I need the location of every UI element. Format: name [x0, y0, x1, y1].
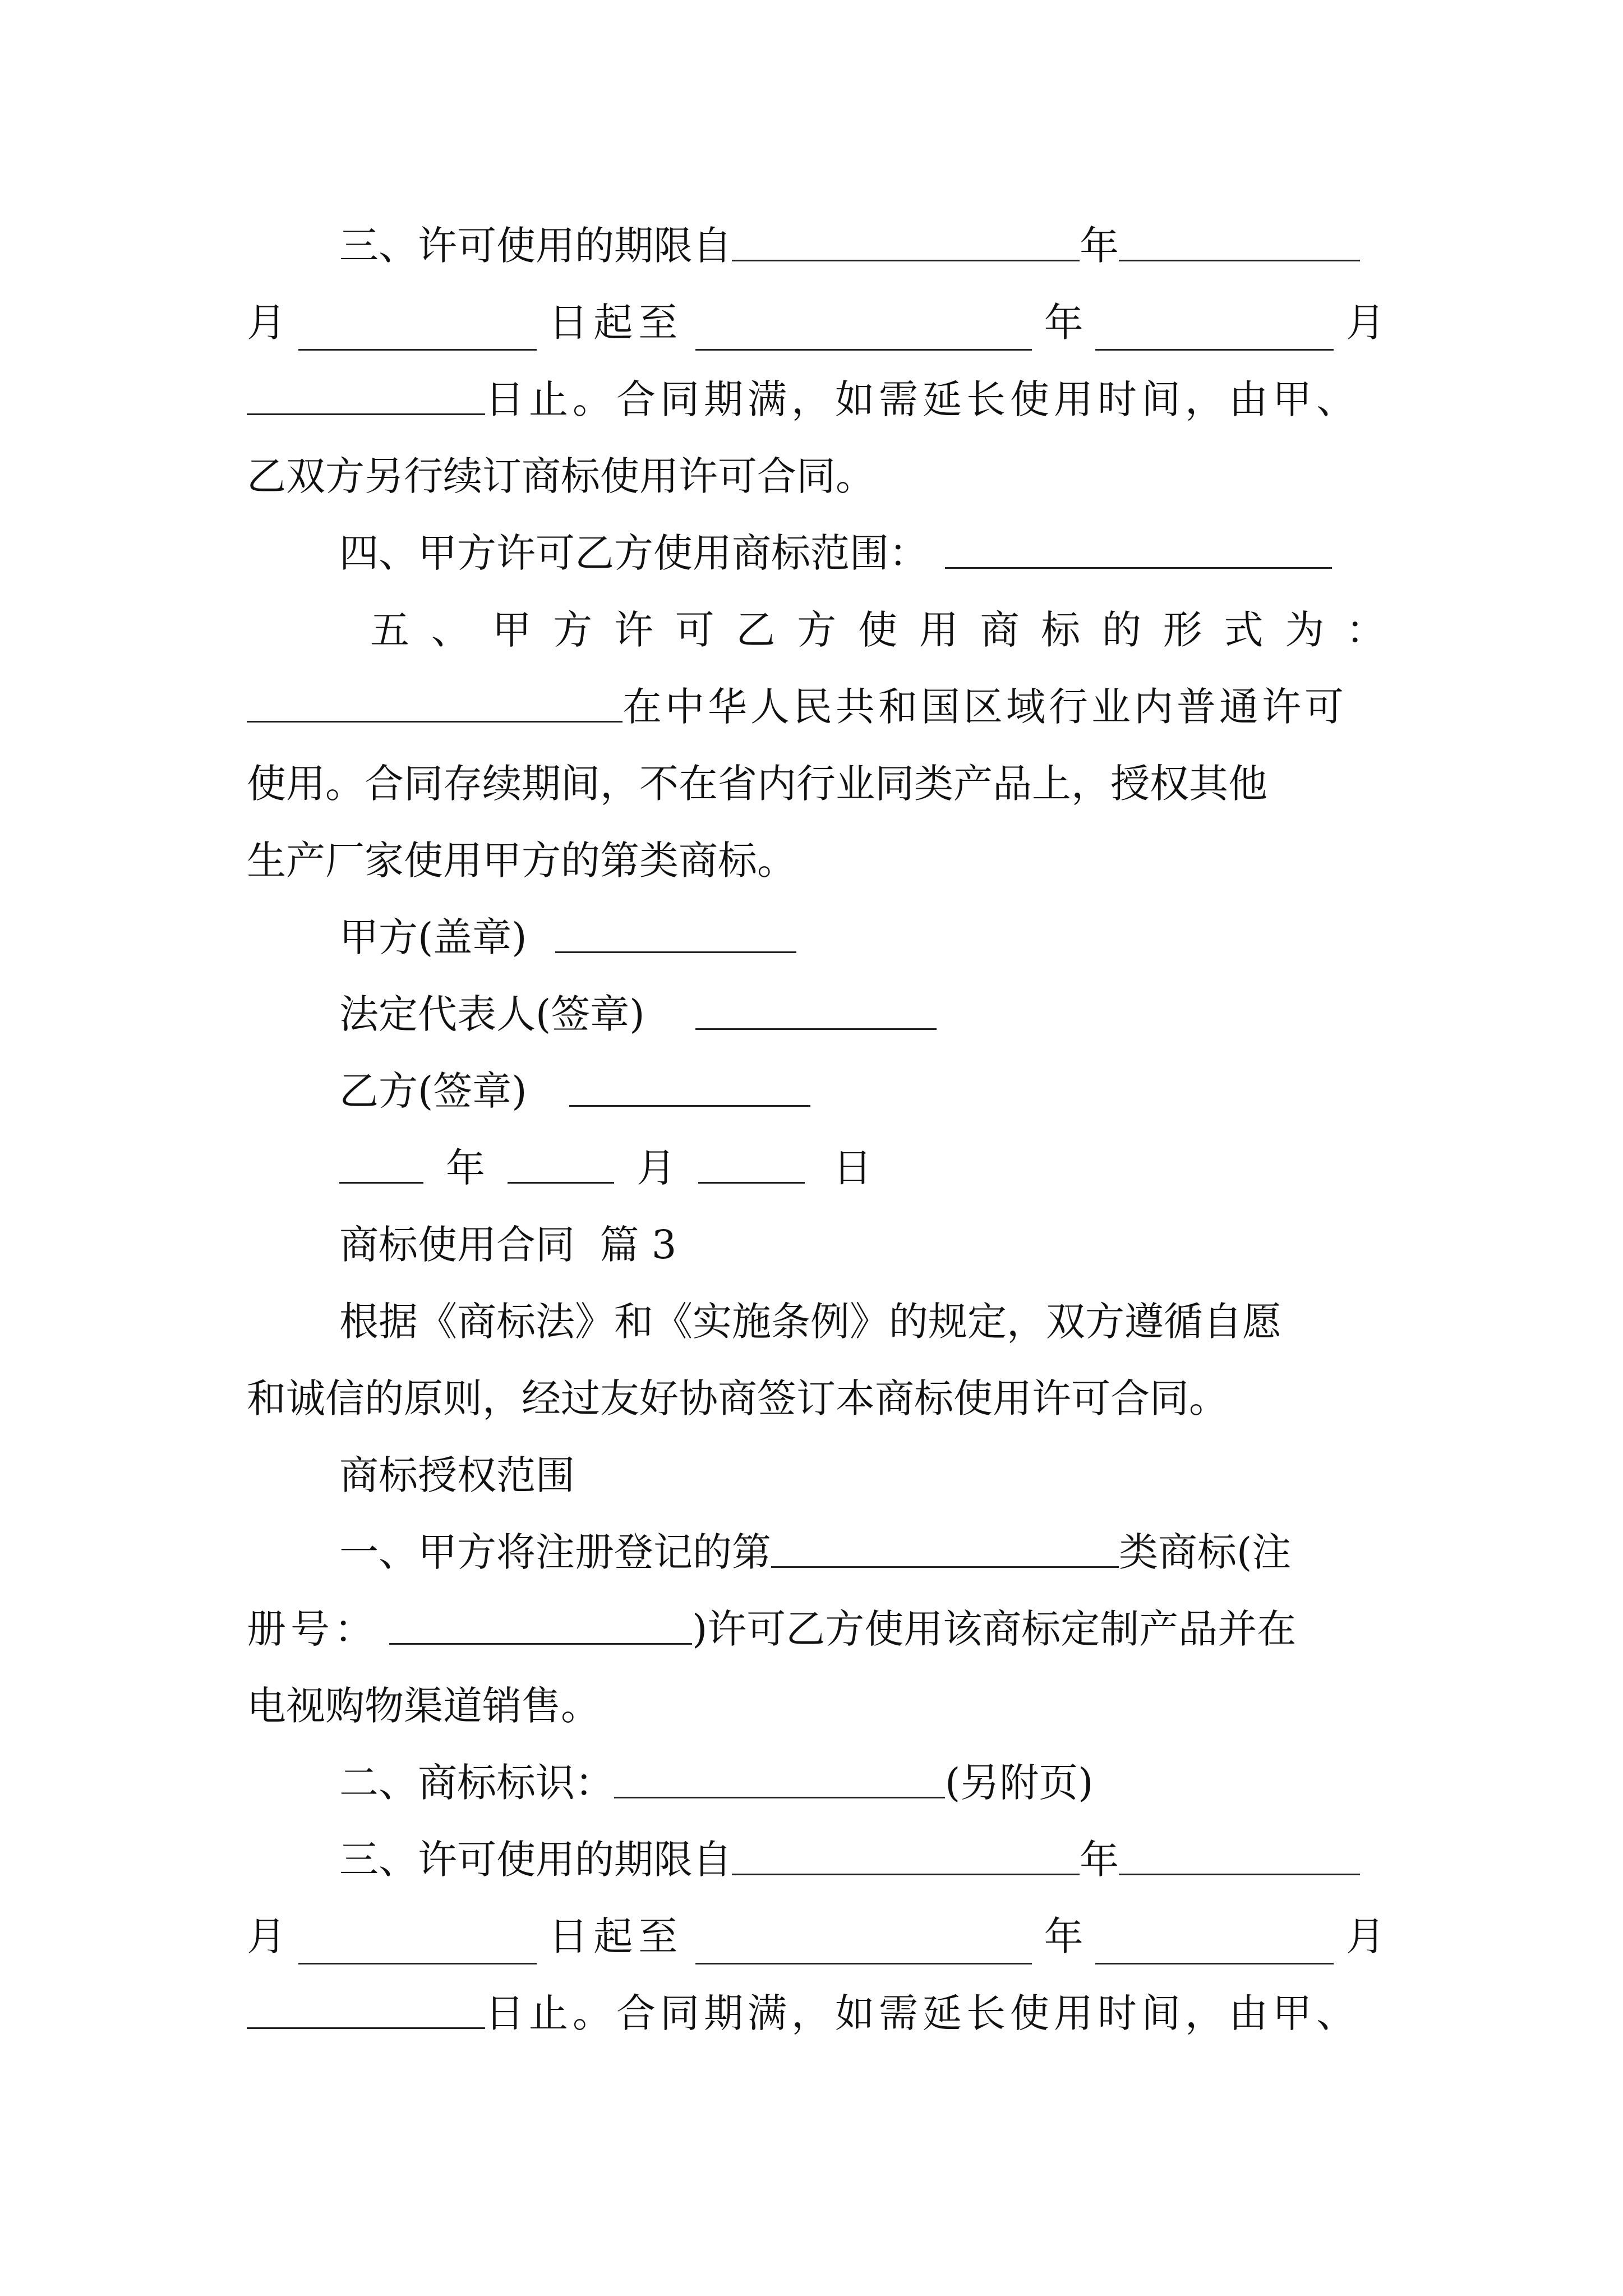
clause-5-char: 乙 [736, 607, 776, 653]
signature-field[interactable] [695, 995, 937, 1030]
clause-text: )许可乙方使用该商标定制产品并在 [692, 1606, 1297, 1652]
blank-field[interactable] [732, 226, 1080, 261]
party-b-signature [247, 1063, 1385, 1119]
clause-5-char: 使 [858, 607, 897, 653]
clause-3-line-1 [247, 218, 1385, 274]
day-from-label: 日起至 [548, 1913, 684, 1959]
scope-clause-1-line-1 [247, 1524, 1385, 1580]
trademark-mark-field[interactable] [614, 1763, 945, 1798]
clause-3-line-2 [247, 295, 1385, 351]
clause-text: 日止。合同期满，如需延长使用时间，由甲、 [485, 376, 1360, 422]
blank-field[interactable] [1119, 226, 1360, 261]
year-label: 年 [1080, 1837, 1119, 1883]
clause-5-line-3: 使用。合同存续期间，不在省内行业同类产品上，授权其他 [247, 761, 1267, 807]
month-label: 月 [1345, 1913, 1385, 1959]
clause-5-char: 用 [919, 607, 958, 653]
clause-5-char: 式 [1224, 607, 1264, 653]
scope-clause-3-line-3 [247, 1985, 1385, 2041]
blank-field[interactable] [298, 1929, 537, 1964]
clause-5-char: 标 [1041, 607, 1081, 653]
reg-number-label: 册号： [247, 1606, 378, 1652]
month-label: 月 [247, 1913, 286, 1959]
party-a-label: 甲方(盖章) [339, 914, 527, 960]
clause-4 [247, 525, 1385, 581]
blank-field[interactable] [695, 1929, 1032, 1964]
blank-field[interactable] [247, 380, 485, 415]
clause-3-line-4: 乙双方另行续订商标使用许可合同。 [247, 453, 875, 499]
clause-text: (另附页) [945, 1760, 1094, 1806]
clause-5-char: 五 [370, 607, 409, 653]
scope-clause-1-line-2 [247, 1601, 1385, 1657]
scope-heading: 商标授权范围 [339, 1452, 575, 1498]
intro-line-2: 和诚信的原则，经过友好协商签订本商标使用许可合同。 [247, 1375, 1228, 1421]
clause-5-heading [370, 602, 1385, 658]
blank-field[interactable] [945, 533, 1332, 569]
intro-line-1: 根据《商标法》和《实施条例》的规定，双方遵循自愿 [339, 1299, 1281, 1345]
day-field[interactable] [698, 1148, 805, 1184]
clause-5-char: 形 [1163, 607, 1202, 653]
reg-number-field[interactable] [389, 1609, 692, 1645]
clause-5-char: 许 [614, 607, 653, 653]
blank-field[interactable] [247, 687, 623, 723]
scope-clause-2 [247, 1755, 1385, 1811]
clause-text: 类商标(注 [1119, 1529, 1292, 1575]
party-b-label: 乙方(签章) [339, 1068, 527, 1114]
scope-clause-3-line-2 [247, 1908, 1385, 1964]
year-label: 年 [1080, 223, 1119, 269]
signature-field[interactable] [555, 918, 796, 953]
day-from-label: 日起至 [548, 300, 684, 346]
clause-text: 一、甲方将注册登记的第 [339, 1529, 771, 1575]
blank-field[interactable] [1095, 315, 1334, 351]
clause-3-line-3 [247, 371, 1385, 427]
clause-4-text: 四、甲方许可乙方使用商标范围： [339, 530, 928, 576]
clause-5-char: 的 [1102, 607, 1141, 653]
day-label: 日 [833, 1145, 872, 1191]
legal-rep-signature [247, 986, 1385, 1042]
clause-5-char: 可 [675, 607, 714, 653]
month-field[interactable] [508, 1148, 614, 1184]
blank-field[interactable] [1095, 1929, 1334, 1964]
clause-3-label: 三、许可使用的期限自 [339, 223, 732, 269]
blank-field[interactable] [298, 315, 537, 351]
clause-5-line-4: 生产厂家使用甲方的第类商标。 [247, 838, 796, 884]
clause-5-char: 商 [980, 607, 1020, 653]
year-label: 年 [1044, 1913, 1083, 1959]
class-number-field[interactable] [771, 1533, 1119, 1568]
clause-5-char: ： [1346, 607, 1385, 653]
year-label: 年 [1044, 300, 1083, 346]
clause-5-char: 、 [431, 607, 471, 653]
blank-field[interactable] [732, 1840, 1080, 1875]
scope-clause-3-line-1 [247, 1832, 1385, 1888]
blank-field[interactable] [1119, 1840, 1360, 1875]
clause-5-char: 方 [553, 607, 593, 653]
clause-text: 日止。合同期满，如需延长使用时间，由甲、 [485, 1990, 1360, 2036]
year-label: 年 [446, 1145, 485, 1191]
clause-5-char: 甲 [492, 607, 532, 653]
clause-text: 二、商标标识： [339, 1760, 614, 1806]
signature-field[interactable] [569, 1071, 810, 1107]
clause-5-line-1 [247, 602, 1385, 658]
party-a-signature [247, 909, 1385, 965]
month-label: 月 [1345, 300, 1385, 346]
clause-5-line-2 [247, 679, 1385, 735]
clause-3-label: 三、许可使用的期限自 [339, 1837, 732, 1883]
date-line [247, 1140, 1385, 1196]
blank-field[interactable] [247, 1994, 485, 2029]
clause-5-char: 为 [1285, 607, 1325, 653]
blank-field[interactable] [695, 315, 1032, 351]
clause-5-char: 方 [797, 607, 837, 653]
clause-text: 在中华人民共和国区域行业内普通许可 [623, 684, 1347, 730]
legal-rep-label: 法定代表人(签章) [339, 991, 645, 1037]
scope-clause-1-line-3: 电视购物渠道销售。 [247, 1683, 600, 1729]
section-title: 商标使用合同 篇 3 [339, 1222, 677, 1268]
year-field[interactable] [339, 1148, 423, 1184]
month-label: 月 [637, 1145, 676, 1191]
month-label: 月 [247, 300, 286, 346]
